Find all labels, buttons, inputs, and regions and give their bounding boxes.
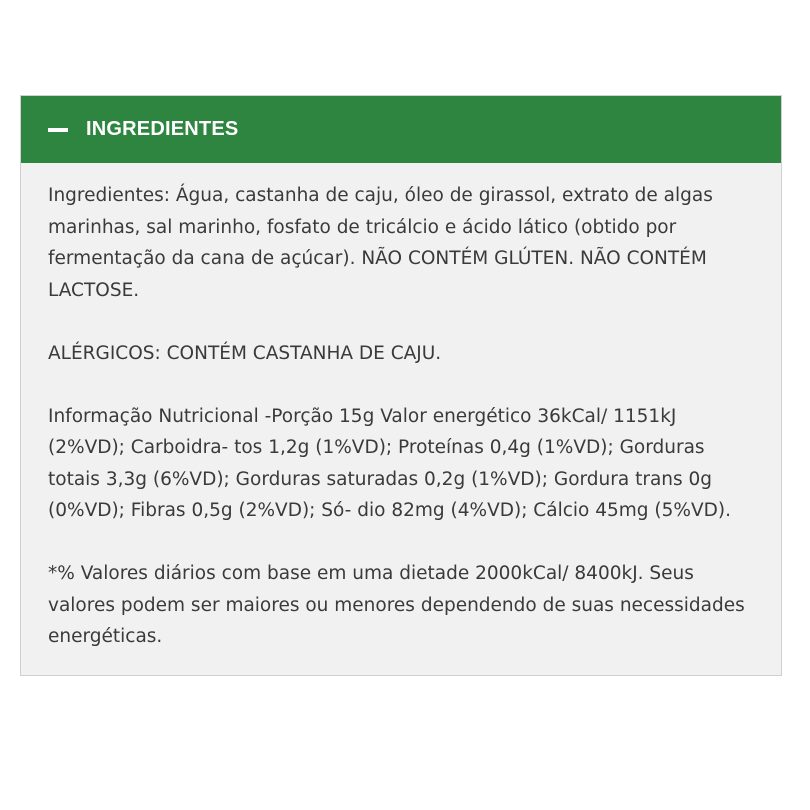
ingredients-text: Ingredientes: Água, castanha de caju, óleo de girassol, extrato de algas marinhas, sal marinho, fosfato de tricálcio e ácido lático (obtido por fermentação da cana de açúcar). NÃO CONTÉM GLÚTEN. NÃO CONTÉM LACTOSE. (48, 185, 713, 301)
accordion-body (21, 163, 781, 675)
nutrition-info-text: Informação Nutricional -Porção 15g Valor energético 36kCal/ 1151kJ (2%VD); Carboidra- tos 1,2g (1%VD); Proteínas 0,4g (1%VD); Gorduras totais 3,3g (6%VD); Gorduras saturadas 0,2g (1%VD); Gordura trans 0g (0%VD); Fibras 0,5g (2%VD); Só- dio 82mg (4%VD); Cálcio 45mg (5%VD). (48, 405, 731, 521)
accordion-title: INGREDIENTES (86, 118, 239, 140)
accordion-header[interactable] (21, 96, 781, 163)
ingredients-accordion (20, 95, 782, 676)
allergens-text: ALÉRGICOS: CONTÉM CASTANHA DE CAJU. (48, 342, 442, 364)
daily-values-note: *% Valores diários com base em uma dietade 2000kCal/ 8400kJ. Seus valores podem ser maiores ou menores dependendo de suas necessidades energéticas. (48, 563, 745, 647)
minus-icon[interactable] (48, 128, 68, 132)
